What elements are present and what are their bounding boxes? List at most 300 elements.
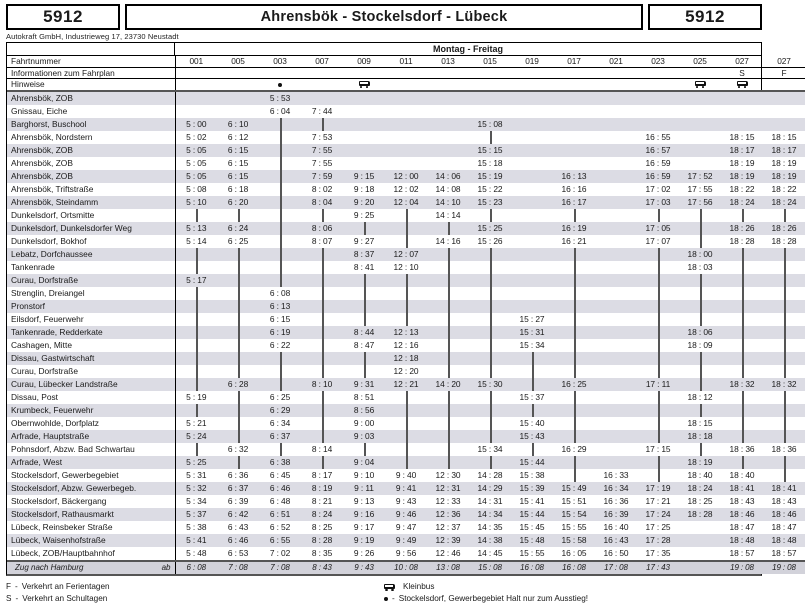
departure-time xyxy=(553,430,595,443)
departure-time: 15 : 45 xyxy=(511,521,553,534)
departure-time: 17 : 05 xyxy=(637,222,679,235)
departure-time xyxy=(553,131,595,144)
departure-time xyxy=(217,404,259,417)
departure-time xyxy=(427,365,469,378)
table-row xyxy=(7,209,805,222)
departure-time xyxy=(385,131,427,144)
departure-time xyxy=(511,183,553,196)
departure-time xyxy=(553,469,595,482)
departure-time xyxy=(343,313,385,326)
departure-time: 14 : 35 xyxy=(469,521,511,534)
operator-info: Autokraft GmbH, Industrieweg 17, 23730 Neustadt xyxy=(6,32,179,41)
departure-time xyxy=(217,287,259,300)
trip-hint-5 xyxy=(385,79,427,92)
departure-time: 18 : 06 xyxy=(679,326,721,339)
departure-time xyxy=(217,391,259,404)
departure-time xyxy=(763,417,805,430)
route-title-box xyxy=(125,4,643,30)
departure-time xyxy=(679,443,721,456)
departure-time: 8 : 28 xyxy=(301,534,343,547)
departure-time xyxy=(763,287,805,300)
departure-time xyxy=(469,209,511,222)
departure-time xyxy=(427,91,469,105)
stop-name: Obernwohlde, Dorfplatz xyxy=(7,417,175,430)
departure-time: 12 : 31 xyxy=(427,482,469,495)
departure-time xyxy=(217,417,259,430)
departure-time xyxy=(301,417,343,430)
departure-time xyxy=(301,209,343,222)
departure-time xyxy=(763,352,805,365)
departure-time xyxy=(595,144,637,157)
departure-time xyxy=(553,144,595,157)
departure-time: 18 : 46 xyxy=(721,508,763,521)
trip-hint-14 xyxy=(763,79,805,92)
departure-time xyxy=(217,274,259,287)
table-row xyxy=(7,508,805,521)
departure-time xyxy=(385,118,427,131)
trip-number-14: 027 xyxy=(763,56,805,68)
table-row xyxy=(7,534,805,547)
legend-item-S xyxy=(6,593,384,605)
departure-time: 14 : 20 xyxy=(427,378,469,391)
departure-time: 18 : 17 xyxy=(763,144,805,157)
legend-item-dot-icon xyxy=(384,593,762,605)
departure-time xyxy=(343,91,385,105)
departure-time xyxy=(511,91,553,105)
table-row xyxy=(7,313,805,326)
departure-time xyxy=(427,157,469,170)
departure-time: 9 : 43 xyxy=(385,495,427,508)
stop-name: Gnissau, Eiche xyxy=(7,105,175,118)
trip-number-3: 007 xyxy=(301,56,343,68)
departure-time: 17 : 28 xyxy=(637,534,679,547)
departure-time xyxy=(679,365,721,378)
departure-time xyxy=(679,91,721,105)
departure-time xyxy=(469,339,511,352)
departure-time: 6 : 42 xyxy=(217,508,259,521)
trip-hint-4 xyxy=(343,79,385,92)
departure-time xyxy=(679,352,721,365)
departure-time xyxy=(637,105,679,118)
departure-time: 6 : 39 xyxy=(217,495,259,508)
departure-time xyxy=(763,339,805,352)
departure-time xyxy=(259,274,301,287)
validity-spacer xyxy=(7,43,175,55)
departure-time xyxy=(511,118,553,131)
table-row xyxy=(7,105,805,118)
departure-time xyxy=(427,404,469,417)
departure-time xyxy=(511,378,553,391)
departure-time xyxy=(679,105,721,118)
departure-time xyxy=(763,91,805,105)
departure-time: 9 : 17 xyxy=(343,521,385,534)
departure-time xyxy=(511,144,553,157)
title-bar xyxy=(0,0,768,30)
train-label-text: Zug nach Hamburg xyxy=(15,563,84,572)
departure-time xyxy=(595,300,637,313)
departure-time xyxy=(679,118,721,131)
departure-time: 17 : 55 xyxy=(679,183,721,196)
departure-time xyxy=(553,261,595,274)
departure-time xyxy=(721,391,763,404)
stop-name: Dunkelsdorf, Bokhof xyxy=(7,235,175,248)
departure-time xyxy=(595,157,637,170)
departure-time xyxy=(259,248,301,261)
departure-time xyxy=(511,404,553,417)
departure-time xyxy=(553,287,595,300)
departure-time: 5 : 00 xyxy=(175,118,217,131)
trip-hint-12 xyxy=(679,79,721,92)
legend-text: Kleinbus xyxy=(403,582,435,591)
departure-time xyxy=(721,300,763,313)
departure-time xyxy=(217,313,259,326)
departure-time xyxy=(763,469,805,482)
stop-name: Curau, Dorfstraße xyxy=(7,274,175,287)
departure-time xyxy=(427,274,469,287)
departure-time: 16 : 57 xyxy=(637,144,679,157)
departure-time xyxy=(595,105,637,118)
departure-time xyxy=(511,365,553,378)
bus-icon xyxy=(737,81,748,88)
departure-time: 16 : 36 xyxy=(595,495,637,508)
departure-time: 18 : 46 xyxy=(763,508,805,521)
departure-time: 7 : 02 xyxy=(259,547,301,561)
bus-icon xyxy=(384,584,395,591)
stop-name: Ahrensbök, ZOB xyxy=(7,157,175,170)
trip-number-12: 025 xyxy=(679,56,721,68)
departure-time: 18 : 36 xyxy=(721,443,763,456)
departure-time xyxy=(553,248,595,261)
stop-name: Pohnsdorf, Abzw. Bad Schwartau xyxy=(7,443,175,456)
header-row-trip-numbers xyxy=(7,56,805,68)
stop-name: Dunkelsdorf, Dunkelsdorfer Weg xyxy=(7,222,175,235)
departure-time xyxy=(553,300,595,313)
train-departure-time: 15 : 08 xyxy=(469,561,511,574)
departure-time: 15 : 44 xyxy=(511,456,553,469)
stop-name: Lübeck, Reinsbeker Straße xyxy=(7,521,175,534)
departure-time xyxy=(595,274,637,287)
departure-time: 14 : 38 xyxy=(469,534,511,547)
departure-time: 5 : 21 xyxy=(175,417,217,430)
departure-time: 18 : 19 xyxy=(721,157,763,170)
departure-time xyxy=(679,287,721,300)
departure-time: 18 : 32 xyxy=(763,378,805,391)
departure-time xyxy=(595,209,637,222)
departure-time xyxy=(217,248,259,261)
departure-time xyxy=(175,352,217,365)
departure-time xyxy=(511,222,553,235)
departure-time xyxy=(301,326,343,339)
departure-time: 18 : 28 xyxy=(721,235,763,248)
departure-time xyxy=(385,209,427,222)
departure-time xyxy=(721,248,763,261)
departure-time: 18 : 48 xyxy=(721,534,763,547)
hint-wrap xyxy=(679,79,721,90)
departure-time: 12 : 00 xyxy=(385,170,427,183)
departure-time xyxy=(595,222,637,235)
train-departure-time: 13 : 08 xyxy=(427,561,469,574)
table-row xyxy=(7,352,805,365)
departure-time: 12 : 21 xyxy=(385,378,427,391)
departure-time: 5 : 05 xyxy=(175,170,217,183)
train-departure-time: 10 : 08 xyxy=(385,561,427,574)
departure-time xyxy=(427,430,469,443)
line-number-right: 5912 xyxy=(685,7,725,26)
departure-time xyxy=(259,261,301,274)
stop-name: Ahrensbök, Triftstraße xyxy=(7,183,175,196)
train-connection-row xyxy=(7,561,805,574)
departure-time xyxy=(679,521,721,534)
departure-time: 15 : 51 xyxy=(553,495,595,508)
departure-time xyxy=(301,430,343,443)
departure-time: 6 : 36 xyxy=(217,469,259,482)
stop-name: Stockelsdorf, Rathausmarkt xyxy=(7,508,175,521)
departure-time: 15 : 22 xyxy=(469,183,511,196)
departure-time xyxy=(469,261,511,274)
legend-sep: - xyxy=(15,582,18,591)
departure-time: 18 : 43 xyxy=(763,495,805,508)
departure-time xyxy=(469,131,511,144)
table-row xyxy=(7,482,805,495)
trip-daycode-5 xyxy=(385,68,427,79)
departure-time xyxy=(511,235,553,248)
trip-hint-1 xyxy=(217,79,259,92)
departure-time xyxy=(301,287,343,300)
departure-time xyxy=(679,313,721,326)
departure-time: 8 : 02 xyxy=(301,183,343,196)
departure-time: 8 : 56 xyxy=(343,404,385,417)
departure-time: 17 : 56 xyxy=(679,196,721,209)
departure-time xyxy=(217,339,259,352)
line-number-right-box xyxy=(648,4,762,30)
departure-time xyxy=(637,300,679,313)
legend-item-bus-icon xyxy=(384,581,762,593)
departure-time: 6 : 10 xyxy=(217,118,259,131)
label-fahrtnummer: Fahrtnummer xyxy=(7,56,175,68)
trip-hint-8 xyxy=(511,79,553,92)
departure-time xyxy=(175,209,217,222)
departure-time: 6 : 22 xyxy=(259,339,301,352)
departure-time xyxy=(763,430,805,443)
departure-time xyxy=(721,287,763,300)
departure-time xyxy=(259,235,301,248)
stop-name: Lübeck, Waisenhofstraße xyxy=(7,534,175,547)
departure-time xyxy=(469,91,511,105)
stop-name: Stockelsdorf, Bäckergang xyxy=(7,495,175,508)
train-departure-time: 19 : 08 xyxy=(763,561,805,574)
departure-time: 15 : 30 xyxy=(469,378,511,391)
departure-time xyxy=(763,209,805,222)
departure-time xyxy=(427,118,469,131)
departure-time: 17 : 35 xyxy=(637,547,679,561)
departure-time xyxy=(721,326,763,339)
departure-time xyxy=(427,443,469,456)
departure-time xyxy=(637,404,679,417)
departure-time: 16 : 39 xyxy=(595,508,637,521)
departure-time: 17 : 19 xyxy=(637,482,679,495)
departure-time xyxy=(511,352,553,365)
departure-time xyxy=(385,417,427,430)
departure-time: 14 : 31 xyxy=(469,495,511,508)
departure-time: 12 : 36 xyxy=(427,508,469,521)
departure-time xyxy=(763,274,805,287)
departure-time xyxy=(511,157,553,170)
departure-time: 6 : 38 xyxy=(259,456,301,469)
departure-time xyxy=(427,144,469,157)
departure-time xyxy=(595,131,637,144)
departure-time xyxy=(175,443,217,456)
departure-time: 16 : 19 xyxy=(553,222,595,235)
departure-time: 15 : 55 xyxy=(553,521,595,534)
departure-time: 6 : 18 xyxy=(217,183,259,196)
stop-name: Stockelsdorf, Abzw. Gewerbegeb. xyxy=(7,482,175,495)
departure-time xyxy=(511,287,553,300)
departure-time xyxy=(763,391,805,404)
departure-time: 18 : 24 xyxy=(763,196,805,209)
departure-time: 8 : 07 xyxy=(301,235,343,248)
departure-time: 15 : 23 xyxy=(469,196,511,209)
departure-time xyxy=(595,339,637,352)
departure-time xyxy=(343,105,385,118)
departure-time xyxy=(385,222,427,235)
departure-time: 18 : 15 xyxy=(763,131,805,144)
departure-time: 9 : 00 xyxy=(343,417,385,430)
departure-time: 18 : 57 xyxy=(721,547,763,561)
departure-time xyxy=(217,352,259,365)
departure-time xyxy=(301,404,343,417)
departure-time: 6 : 12 xyxy=(217,131,259,144)
stop-name: Ahrensbök, ZOB xyxy=(7,144,175,157)
validity-label: Montag - Freitag xyxy=(433,44,503,54)
train-departure-time: 8 : 43 xyxy=(301,561,343,574)
stop-name: Ahrensbök, ZOB xyxy=(7,170,175,183)
table-row xyxy=(7,326,805,339)
departure-time xyxy=(553,105,595,118)
departure-time xyxy=(595,326,637,339)
departure-time: 8 : 17 xyxy=(301,469,343,482)
departure-time: 18 : 41 xyxy=(763,482,805,495)
departure-time xyxy=(679,209,721,222)
departure-time xyxy=(553,365,595,378)
departure-time xyxy=(343,118,385,131)
departure-time: 9 : 15 xyxy=(343,170,385,183)
trip-daycode-4 xyxy=(343,68,385,79)
departure-time xyxy=(637,274,679,287)
stop-name: Dissau, Gastwirtschaft xyxy=(7,352,175,365)
departure-time xyxy=(427,417,469,430)
line-number-left-box xyxy=(6,4,120,30)
table-row xyxy=(7,170,805,183)
departure-time: 17 : 02 xyxy=(637,183,679,196)
departure-time: 15 : 26 xyxy=(469,235,511,248)
departure-time: 17 : 15 xyxy=(637,443,679,456)
departure-time xyxy=(469,313,511,326)
departure-time: 15 : 39 xyxy=(511,482,553,495)
table-row xyxy=(7,157,805,170)
departure-time xyxy=(595,183,637,196)
legend-key: F xyxy=(6,582,12,591)
train-departure-time: 19 : 08 xyxy=(721,561,763,574)
departure-time xyxy=(511,248,553,261)
departure-time: 9 : 56 xyxy=(385,547,427,561)
departure-time: 18 : 48 xyxy=(763,534,805,547)
trip-number-1: 005 xyxy=(217,56,259,68)
departure-time: 9 : 46 xyxy=(385,508,427,521)
departure-time xyxy=(721,365,763,378)
departure-time xyxy=(469,326,511,339)
departure-time xyxy=(217,365,259,378)
departure-time xyxy=(385,157,427,170)
departure-time: 5 : 05 xyxy=(175,144,217,157)
departure-time: 15 : 44 xyxy=(511,508,553,521)
departure-time xyxy=(259,131,301,144)
departure-time xyxy=(721,274,763,287)
departure-time xyxy=(595,391,637,404)
departure-time: 15 : 25 xyxy=(469,222,511,235)
departure-time: 12 : 04 xyxy=(385,196,427,209)
departure-time xyxy=(469,404,511,417)
departure-time xyxy=(553,456,595,469)
departure-time: 8 : 35 xyxy=(301,547,343,561)
departure-time: 17 : 21 xyxy=(637,495,679,508)
departure-time: 5 : 02 xyxy=(175,131,217,144)
departure-time xyxy=(343,131,385,144)
departure-time xyxy=(679,534,721,547)
departure-time xyxy=(301,456,343,469)
stop-name: Arfrade, West xyxy=(7,456,175,469)
trip-daycode-0 xyxy=(175,68,217,79)
departure-time xyxy=(427,300,469,313)
stop-name: Curau, Lübecker Landstraße xyxy=(7,378,175,391)
departure-time xyxy=(301,365,343,378)
table-row xyxy=(7,300,805,313)
departure-time xyxy=(301,300,343,313)
departure-time xyxy=(469,365,511,378)
trip-hint-10 xyxy=(595,79,637,92)
departure-time: 16 : 40 xyxy=(595,521,637,534)
departure-time xyxy=(385,144,427,157)
departure-time: 16 : 59 xyxy=(637,170,679,183)
departure-time: 6 : 08 xyxy=(259,287,301,300)
departure-time: 9 : 04 xyxy=(343,456,385,469)
departure-time: 18 : 43 xyxy=(721,495,763,508)
trip-hint-3 xyxy=(301,79,343,92)
train-departure-time: 17 : 43 xyxy=(637,561,679,574)
departure-time: 5 : 24 xyxy=(175,430,217,443)
departure-time: 18 : 19 xyxy=(721,170,763,183)
departure-time xyxy=(259,352,301,365)
dot-icon xyxy=(384,597,388,601)
departure-time xyxy=(595,235,637,248)
trip-hint-11 xyxy=(637,79,679,92)
departure-time: 16 : 25 xyxy=(553,378,595,391)
table-row xyxy=(7,248,805,261)
stop-name: Stockelsdorf, Gewerbegebiet xyxy=(7,469,175,482)
table-row xyxy=(7,404,805,417)
departure-time xyxy=(175,91,217,105)
departure-time: 7 : 55 xyxy=(301,144,343,157)
departure-time xyxy=(385,300,427,313)
legend-key: S xyxy=(6,594,12,603)
departure-time: 9 : 47 xyxy=(385,521,427,534)
legend-right-column xyxy=(384,581,762,605)
departure-time xyxy=(511,300,553,313)
stop-name: Ahrensbök, Steindamm xyxy=(7,196,175,209)
departure-time: 6 : 52 xyxy=(259,521,301,534)
departure-time: 16 : 16 xyxy=(553,183,595,196)
stop-name: Eilsdorf, Feuerwehr xyxy=(7,313,175,326)
departure-time: 6 : 37 xyxy=(259,430,301,443)
